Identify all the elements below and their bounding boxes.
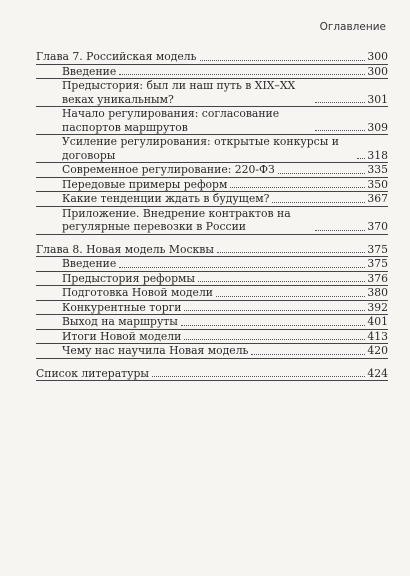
toc-entry-page: 370 [367,220,388,233]
toc-entry-title: Список литературы [36,366,149,380]
toc-entry-title: Введение [62,64,117,78]
dot-leader [217,252,365,253]
dot-leader [315,230,365,231]
toc-entry-title: Итоги Новой модели [62,329,182,343]
toc-entry-title: Введение [62,257,117,270]
divider [36,380,388,381]
toc-entry-title: Предыстория реформы [62,271,195,285]
toc-entry-title: Усиление регулирования: открытые конкурсы и договоры [62,135,339,162]
toc-entry [62,207,388,234]
toc-entry-title: Глава 8. Новая модель Москвы [36,242,214,256]
toc-entry [62,272,388,286]
dot-leader [230,187,365,188]
toc-entry-page: 376 [367,271,388,285]
dot-leader [119,267,365,268]
toc-entry-title: Приложение. Внедрение контрактов на регулярные перевозки в России [62,206,291,233]
toc-entry-page: 401 [367,315,388,328]
toc-entry-title: Какие тенденции ждать в будущем? [62,192,270,205]
toc-entry [62,344,388,358]
dot-leader [184,310,365,311]
running-head: Оглавление [319,21,386,33]
toc-chapter-7 [36,50,388,64]
toc-entry [62,301,388,315]
dot-leader [216,296,365,297]
dot-leader [251,354,365,355]
dot-leader [278,173,366,174]
toc-entry-title: Конкурентные торги [62,300,182,314]
toc-entry-page: 380 [367,286,388,299]
toc-entry-page: 392 [367,300,388,314]
dot-leader [272,202,365,203]
toc-entry [62,330,388,344]
toc-entry-page: 375 [367,257,388,270]
toc-entry-page: 318 [367,148,388,162]
dot-leader [315,130,365,131]
toc-entry-title: Современное регулирование: 220-ФЗ [62,163,275,176]
dot-leader [184,339,365,340]
toc-entry-title: Начало регулирования: согласование паспортов маршрутов [62,107,280,134]
dot-leader [152,376,365,377]
toc-entry-title: Выход на маршруты [62,315,178,328]
toc-entry-page: 350 [367,177,388,191]
toc-entry [62,315,388,329]
toc-entry-title: Глава 7. Российская модель [36,50,197,63]
toc-bibliography [36,367,388,381]
toc-entry-page: 335 [367,163,388,176]
toc-entry-title: Передовые примеры реформ [62,177,228,191]
toc-entry-page: 309 [367,120,388,134]
toc-entry [62,163,388,177]
toc-chapter-8 [36,243,388,257]
toc-entry [62,178,388,192]
toc-entry [62,192,388,206]
toc-entry-page: 424 [367,366,388,380]
toc-entry-page: 375 [367,242,388,256]
toc-entry-page: 413 [367,329,388,343]
dot-leader [198,281,365,282]
toc-entry-title: Предыстория: был ли наш путь в XIX–XX веках уникальным? [62,79,296,106]
dot-leader [181,325,366,326]
toc-entry-page: 300 [367,64,388,78]
dot-leader [315,102,365,103]
toc-entry [62,79,388,106]
toc-entry [62,135,388,162]
toc-entry-page: 300 [367,50,388,63]
toc-entry-title: Подготовка Новой модели [62,286,214,299]
dot-leader [357,158,365,159]
toc-entry-page: 420 [367,344,388,357]
toc-entry [62,65,388,79]
table-of-contents [36,50,388,381]
toc-entry [62,257,388,271]
dot-leader [119,74,365,75]
toc-entry [62,107,388,134]
dot-leader [200,60,366,61]
toc-entry-page: 301 [367,92,388,106]
toc-entry-page: 367 [367,192,388,205]
toc-entry [62,286,388,300]
toc-entry-title: Чему нас научила Новая модель [62,344,249,357]
